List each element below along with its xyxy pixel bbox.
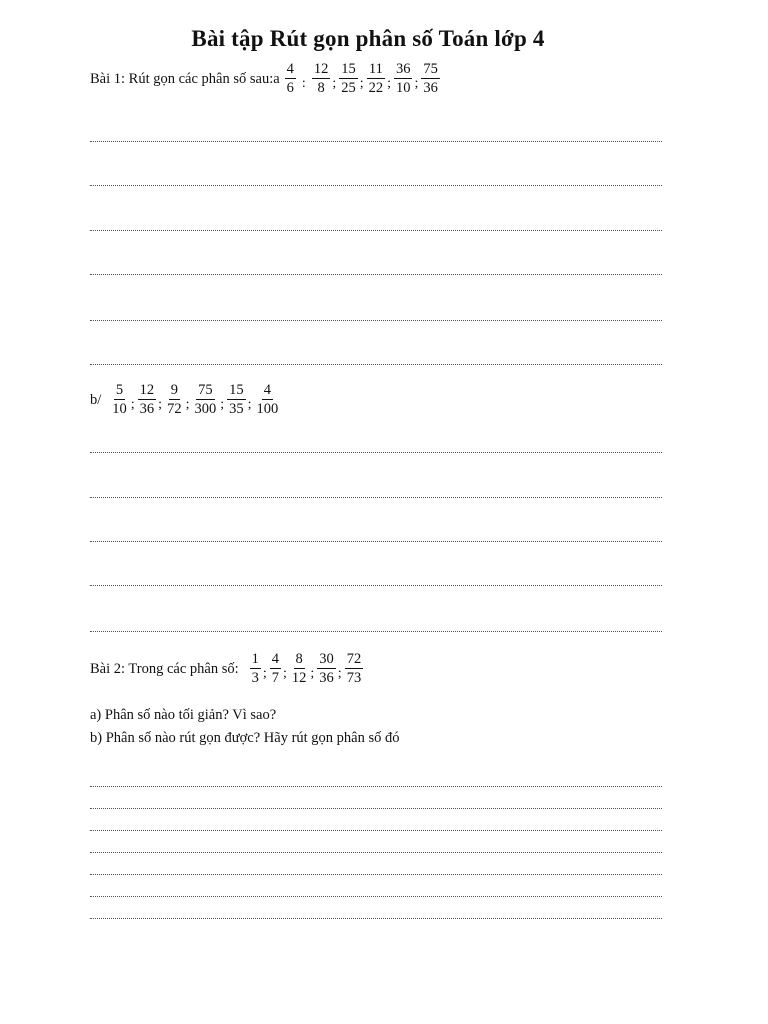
answer-line[interactable] — [90, 230, 662, 231]
fraction-denominator: 72 — [167, 401, 182, 418]
fraction-separator: ; — [283, 666, 287, 682]
exercise-1b-row — [90, 383, 281, 417]
fraction — [270, 652, 281, 686]
fraction-separator: ; — [332, 76, 337, 92]
exercise-1-row — [90, 62, 441, 96]
answer-line[interactable] — [90, 320, 662, 321]
fraction-separator: ; — [414, 76, 419, 92]
fraction-numerator: 36 — [394, 62, 413, 79]
fraction — [394, 62, 413, 96]
fraction-numerator: 1 — [250, 652, 261, 669]
exercise-2-fractions — [249, 652, 365, 686]
fraction — [250, 652, 261, 686]
answer-line[interactable] — [90, 452, 662, 453]
fraction-separator: ; — [220, 397, 225, 413]
answer-line[interactable] — [90, 786, 662, 787]
fraction — [285, 62, 296, 96]
answer-line[interactable] — [90, 918, 662, 919]
fraction-numerator: 12 — [138, 383, 157, 400]
answer-line[interactable] — [90, 364, 662, 365]
fraction — [165, 383, 184, 417]
fraction-numerator: 4 — [262, 383, 273, 400]
exercise-1-label: Bài 1: Rút gọn các phân số sau:a — [90, 70, 280, 87]
answer-line[interactable] — [90, 141, 662, 142]
fraction-denominator: 3 — [251, 670, 259, 687]
fraction-numerator: 5 — [114, 383, 125, 400]
exercise-1a-fractions — [284, 62, 441, 96]
fraction-denominator: 36 — [139, 401, 155, 418]
fraction-denominator: 6 — [286, 80, 294, 97]
page-title: Bài tập Rút gọn phân số Toán lớp 4 — [191, 26, 545, 51]
fraction — [110, 383, 129, 417]
fraction-separator: ; — [310, 666, 315, 682]
exercise-2-row — [90, 652, 364, 686]
answer-line[interactable] — [90, 830, 662, 831]
fraction-numerator: 72 — [345, 652, 364, 669]
fraction-separator: ; — [130, 397, 135, 413]
fraction-numerator: 11 — [367, 62, 385, 79]
fraction-separator: ; — [359, 76, 364, 92]
fraction — [339, 62, 358, 96]
fraction-separator: : — [301, 76, 306, 92]
answer-line[interactable] — [90, 541, 662, 542]
fraction-separator: ; — [262, 666, 267, 682]
exercise-2-label: Bài 2: Trong các phân số: — [90, 660, 239, 677]
fraction — [367, 62, 386, 96]
exercise-1b-label: b/ — [90, 391, 102, 408]
answer-line[interactable] — [90, 585, 662, 586]
fraction-separator: ; — [247, 397, 252, 413]
fraction-numerator: 4 — [285, 62, 296, 79]
fraction-denominator: 100 — [256, 401, 279, 418]
fraction-denominator: 10 — [395, 80, 411, 97]
answer-line[interactable] — [90, 185, 662, 186]
fraction — [192, 383, 218, 417]
fraction-denominator: 10 — [112, 401, 127, 418]
answer-line[interactable] — [90, 852, 662, 853]
fraction-denominator: 25 — [341, 80, 356, 97]
fraction-denominator: 35 — [229, 401, 244, 418]
answer-line[interactable] — [90, 896, 662, 897]
fraction-numerator: 9 — [169, 383, 180, 400]
fraction — [254, 383, 280, 417]
fraction-separator: ; — [337, 666, 342, 682]
answer-line[interactable] — [90, 808, 662, 809]
exercise-1b-fractions — [109, 383, 281, 417]
fraction — [138, 383, 157, 417]
answer-line[interactable] — [90, 497, 662, 498]
fraction-denominator: 73 — [346, 670, 362, 687]
fraction-numerator: 4 — [270, 652, 281, 669]
fraction — [317, 652, 336, 686]
question-b: b) Phân số nào rút gọn được? Hãy rút gọn phân số đó — [90, 730, 400, 746]
fraction-separator: ; — [158, 397, 163, 413]
fraction-denominator: 8 — [317, 80, 325, 97]
fraction-numerator: 8 — [294, 652, 305, 669]
question-a: a) Phân số nào tối giản? Vì sao? — [90, 707, 277, 723]
fraction — [227, 383, 246, 417]
fraction-numerator: 15 — [227, 383, 246, 400]
fraction-numerator: 75 — [196, 383, 215, 400]
fraction-denominator: 12 — [291, 670, 307, 687]
answer-line[interactable] — [90, 874, 662, 875]
fraction-denominator: 22 — [368, 80, 384, 97]
fraction — [312, 62, 331, 96]
fraction-separator: ; — [185, 397, 190, 413]
fraction-separator: ; — [387, 76, 391, 92]
fraction-numerator: 12 — [312, 62, 331, 79]
fraction-numerator: 30 — [317, 652, 336, 669]
fraction-denominator: 36 — [423, 80, 438, 97]
fraction-denominator: 300 — [194, 401, 217, 418]
fraction-numerator: 75 — [421, 62, 440, 79]
fraction — [421, 62, 440, 96]
answer-line[interactable] — [90, 631, 662, 632]
fraction — [290, 652, 309, 686]
fraction — [345, 652, 364, 686]
fraction-denominator: 7 — [271, 670, 280, 687]
fraction-denominator: 36 — [319, 670, 334, 687]
fraction-numerator: 15 — [339, 62, 358, 79]
answer-line[interactable] — [90, 274, 662, 275]
